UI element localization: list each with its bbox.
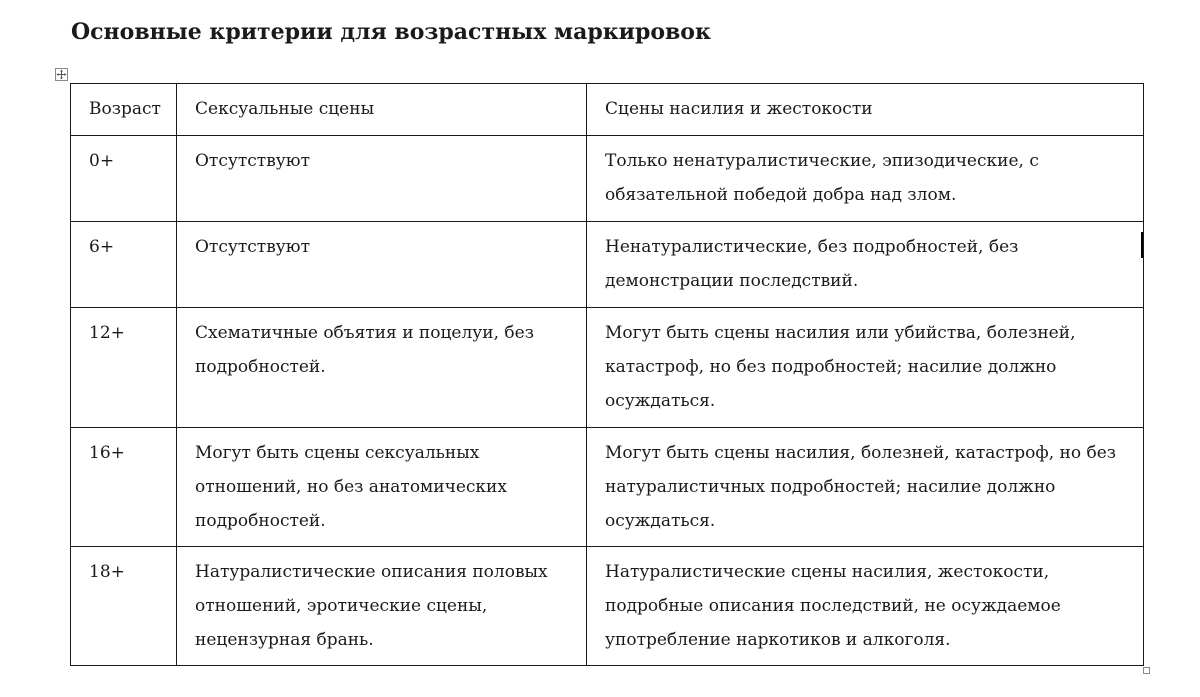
cell-age[interactable]: 12+ — [71, 308, 177, 428]
cell-age[interactable]: 16+ — [71, 428, 177, 547]
cell-age[interactable]: 0+ — [71, 136, 177, 222]
table-move-handle-icon[interactable] — [55, 68, 68, 81]
cell-violence[interactable]: Ненатуралистические, без подробностей, без демонстрации последствий. — [587, 222, 1144, 308]
cell-violence[interactable]: Могут быть сцены насилия или убийства, болезней, катастроф, но без подробностей; насилие должно осуждаться. — [587, 308, 1144, 428]
table-row — [71, 428, 1144, 547]
table-row — [71, 547, 1144, 666]
age-rating-table — [70, 83, 1144, 666]
cell-sexual[interactable]: Могут быть сцены сексуальных отношений, но без анатомических подробностей. — [177, 428, 587, 547]
cell-sexual[interactable]: Отсутствуют — [177, 222, 587, 308]
table-row — [71, 136, 1144, 222]
header-sexual-scenes[interactable]: Сексуальные сцены — [177, 84, 587, 136]
cell-sexual[interactable]: Схематичные объятия и поцелуи, без подробностей. — [177, 308, 587, 428]
cell-violence[interactable]: Натуралистические сцены насилия, жестокости, подробные описания последствий, не осуждаемое употребление наркотиков и алкоголя. — [587, 547, 1144, 666]
table-row — [71, 222, 1144, 308]
document-title: Основные критерии для возрастных маркировок — [71, 19, 711, 45]
text-cursor — [1141, 232, 1143, 258]
table-resize-handle[interactable] — [1143, 667, 1150, 674]
table-header-row — [71, 84, 1144, 136]
table-row — [71, 308, 1144, 428]
cell-sexual[interactable]: Натуралистические описания половых отношений, эротические сцены, нецензурная брань. — [177, 547, 587, 666]
cell-violence[interactable]: Только ненатуралистические, эпизодические, с обязательной победой добра над злом. — [587, 136, 1144, 222]
cell-age[interactable]: 18+ — [71, 547, 177, 666]
cell-sexual[interactable]: Отсутствуют — [177, 136, 587, 222]
cell-violence[interactable]: Могут быть сцены насилия, болезней, катастроф, но без натуралистичных подробностей; насилие должно осуждаться. — [587, 428, 1144, 547]
header-violence-scenes[interactable]: Сцены насилия и жестокости — [587, 84, 1144, 136]
cell-age[interactable]: 6+ — [71, 222, 177, 308]
header-age[interactable]: Возраст — [71, 84, 177, 136]
